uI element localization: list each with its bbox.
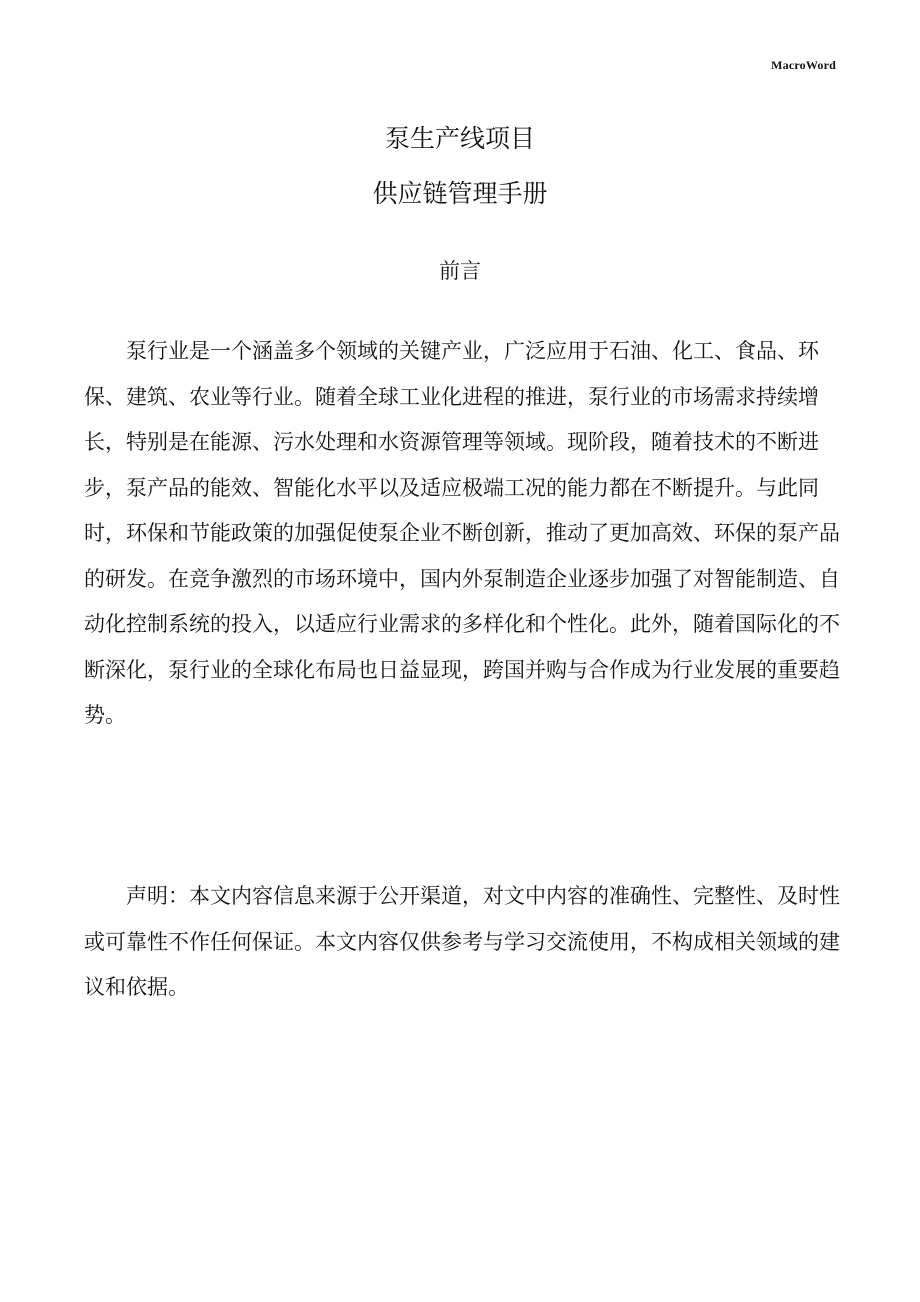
section-heading-preface: 前言	[439, 259, 481, 283]
preface-paragraph: 泵行业是一个涵盖多个领域的关键产业，广泛应用于石油、化工、食品、环保、建筑、农业等行业。随着全球工业化进程的推进，泵行业的市场需求持续增长，特别是在能源、污水处理和水资源管理等领域。现阶段，随着技术的不断进步，泵产品的能效、智能化水平以及适应极端工况的能力都在不断提升。与此同时，环保和节能政策的加强促使泵企业不断创新，推动了更加高效、环保的泵产品的研发。在竞争激烈的市场环境中，国内外泵制造企业逐步加强了对智能制造、自动化控制系统的投入，以适应行业需求的多样化和个性化。此外，随着国际化的不断深化，泵行业的全球化布局也日益显现，跨国并购与合作成为行业发展的重要趋势。	[84, 339, 840, 727]
document-title-line1: 泵生产线项目	[384, 124, 535, 153]
disclaimer-paragraph: 声明：本文内容信息来源于公开渠道，对文中内容的准确性、完整性、及时性或可靠性不作任何保证。本文内容仅供参考与学习交流使用，不构成相关领域的建议和依据。	[84, 884, 840, 999]
header-brand: MacroWord	[771, 58, 836, 72]
document-title-line2: 供应链管理手册	[372, 179, 548, 208]
